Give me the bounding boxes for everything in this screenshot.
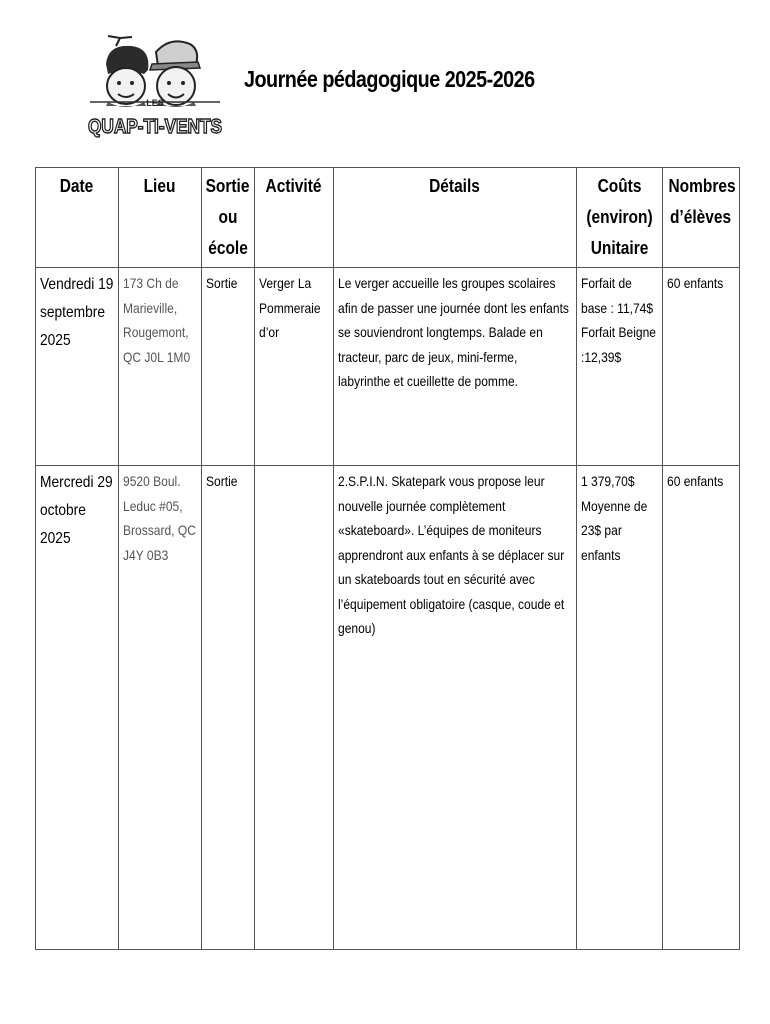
cell-date: Mercredi 29 octobre 2025 bbox=[36, 466, 119, 950]
header-date: Date bbox=[36, 168, 119, 268]
header-sortie: Sortie ou école bbox=[202, 168, 255, 268]
header-lieu: Lieu bbox=[119, 168, 202, 268]
cell-lieu: 173 Ch de Marieville, Rougemont, QC J0L 1M0 bbox=[119, 268, 202, 466]
svg-text:LES: LES bbox=[146, 98, 164, 108]
cell-nombres: 60 enfants bbox=[663, 466, 740, 950]
page-title: Journée pédagogique 2025-2026 bbox=[244, 66, 535, 92]
cell-sortie: Sortie bbox=[202, 466, 255, 950]
header-activite: Activité bbox=[255, 168, 334, 268]
cell-couts: 1 379,70$ Moyenne de 23$ par enfants bbox=[577, 466, 663, 950]
cell-sortie: Sortie bbox=[202, 268, 255, 466]
header-couts: Coûts (environ) Unitaire bbox=[577, 168, 663, 268]
cell-details: Le verger accueille les groupes scolaires afin de passer une journée dont les enfants se souviendront longtemps. Balade en tracteur, parc de jeux, mini-ferme, labyrinthe et cueillette de pomme. bbox=[334, 268, 577, 466]
header-nombres: Nombres d’élèves bbox=[663, 168, 740, 268]
logo bbox=[86, 34, 224, 140]
schedule-table bbox=[35, 167, 740, 950]
header-row bbox=[36, 168, 740, 268]
cell-couts: Forfait de base : 11,74$ Forfait Beigne :12,39$ bbox=[577, 268, 663, 466]
cell-date: Vendredi 19 septembre 2025 bbox=[36, 268, 119, 466]
table-row bbox=[36, 466, 740, 950]
cell-details: 2.S.P.I.N. Skatepark vous propose leur nouvelle journée complètement «skateboard». L’équipes de moniteurs apprendront aux enfants à se déplacer sur un skateboards tout en sécurité avec l’équipement obligatoire (casque, coude et genou) bbox=[334, 466, 577, 950]
cell-activite bbox=[255, 466, 334, 950]
cell-nombres: 60 enfants bbox=[663, 268, 740, 466]
cell-lieu: 9520 Boul. Leduc #05, Brossard, QC J4Y 0B3 bbox=[119, 466, 202, 950]
svg-text:QUAP-TI-VENTS: QUAP-TI-VENTS bbox=[88, 116, 222, 138]
table-row bbox=[36, 268, 740, 466]
cell-activite: Verger La Pommeraie d’or bbox=[255, 268, 334, 466]
header-details: Détails bbox=[334, 168, 577, 268]
